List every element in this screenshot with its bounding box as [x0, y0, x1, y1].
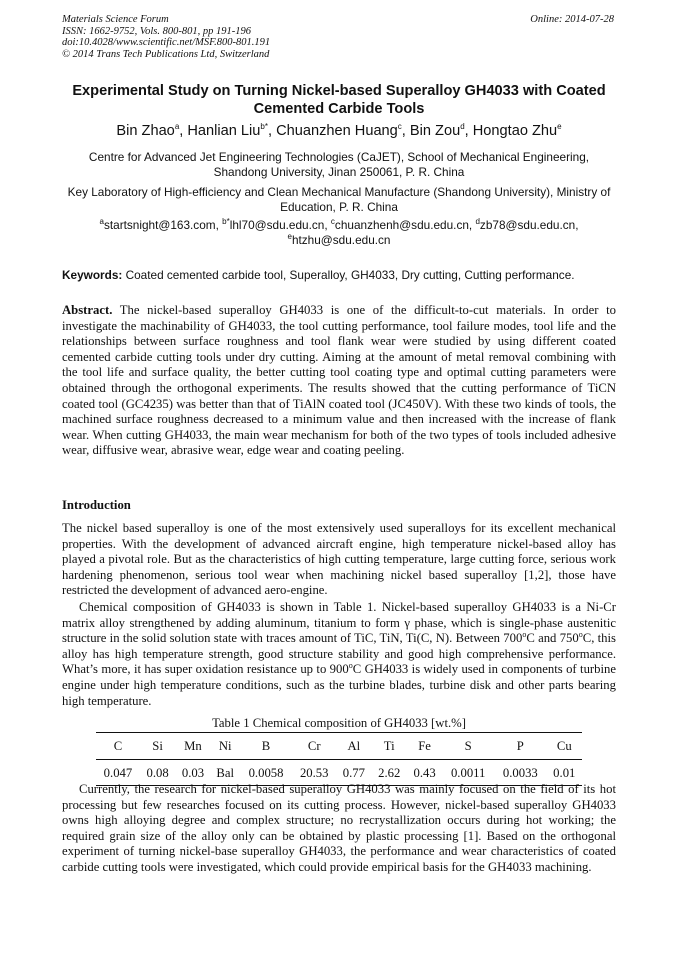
intro-paragraph-1: The nickel based superalloy is one of the most extensively used superalloys for its excellent mechanical properties. With the development of advanced aircraft engine, high temperature nickel-based alloy has played a pivotal role. But as the characteristics of high cutting temperature, large cutting force, serious work hardening phenomenon, serious tool wear when machining nickel based superalloy [1,2], those have restricted the development of advanced aero-engine. [62, 521, 616, 598]
copyright-line: © 2014 Trans Tech Publications Ltd, Switzerland [62, 48, 270, 60]
email[interactable]: $^c$chuanzhenh@sdu.edu.cn [330, 217, 469, 232]
abstract-text: The nickel-based superalloy GH4033 is one of the difficult-to-cut materials. In order to investigate the machinability of GH4033, the tool cutting performance, tool failure modes, tool life and the relationships between surface roughness and tool flank wear were studied by using different coated cemented carbide cutting tools under dry cutting. Aiming at the amount of metal removal combining with the tool life and surface quality, the better cutting tool coating type and optimal cutting parameters were obtained through the orthogonal experiments. The results showed that the cutting performance of TiCN coated tool (GC4235) was better than that of TiAlN coated tool (JC450V). With these two kinds of tools, the machined surface roughness decreased to a minimum value and then increased with the increase of flank wear. When cutting GH4033, the main wear mechanism for both of the two types of tools included adhesive wear, diffusive wear, abrasive wear, edge wear and coating peeling. [62, 303, 616, 458]
author: Bin Zhao$^a$, [116, 122, 188, 139]
table-cell: 0.01 [553, 766, 576, 780]
email-list: $^a$startsnight@163.com, $^{b*}$lhl70@sdu.edu.cn, $^c$chuanzhenh@sdu.edu.cn, $^d$zb78@sdu.edu.cn, $^e$htzhu@sdu.edu.cn [99, 217, 579, 248]
email[interactable]: $^{b*}$lhl70@sdu.edu.cn [222, 217, 325, 232]
section-heading-introduction: Introduction [62, 498, 131, 512]
table-header-cell: Cr [307, 739, 321, 753]
issn-line: ISSN: 1662-9752, Vols. 800-801, pp 191-196 [62, 25, 251, 37]
table-header-cell: C [113, 739, 123, 753]
table-header-cell: S [464, 739, 472, 753]
table-header-row [96, 733, 582, 760]
abstract [62, 303, 616, 459]
table-header-cell: Fe [418, 739, 431, 753]
table-caption: Table 1 Chemical composition of GH4033 [wt.%] [212, 716, 466, 730]
table-header-cell: Si [152, 739, 163, 753]
intro-paragraph-3: Currently, the research for nickel-based superalloy GH4033 was mainly focused on the field of its hot processing but few researches focused on its cutting process. However, nickel-based superalloy GH4033 owns high alloying degree and complex structure; no recrystallization occurs during hot working; the required grain size of the alloy only can be obtained by plastic processing [1]. Based on the orthogonal experiment of turning nickel-base superalloy GH4033, the performance and wear characteristics of coated carbide cutting tools were investigated, which could provide empirical basis for the GH4033 machining. [62, 782, 616, 874]
table-cell: 0.0058 [248, 766, 284, 780]
table-header-cell: B [261, 739, 271, 753]
affiliation-2: Key Laboratory of High-efficiency and Clean Mechanical Manufacture (Shandong University), Ministry of Education, P. R. China [67, 185, 611, 215]
author: Hanlian Liu$^{b*}$, [187, 122, 277, 139]
table-cell: 20.53 [299, 766, 329, 780]
table-header-cell: P [516, 739, 524, 753]
keywords [62, 268, 616, 283]
intro-paragraph-2: Chemical composition of GH4033 is shown in Table 1. Nickel-based superalloy GH4033 is a Ni-Cr matrix alloy strengthened by adding aluminum, titanium to form γ phase, which is single-phase austenitic structure in the solid solution state with traces amount of TiC, TiN, Ti(C, N). Between 700$^o$C and 750$^o$C, this alloy has high temperature strength, good structure stability and good high comprehensive performance. What’s more, it has super oxidation resistance up to 900$^o$C GH4033 is widely used in components of turbine engine under high temperature conditions, such as the turbine blades, turbine disk and other parts bearing high temperature. [62, 600, 616, 708]
email[interactable]: $^d$zb78@sdu.edu.cn [475, 217, 576, 232]
chemical-composition-table [96, 732, 582, 786]
table-cell: 0.08 [146, 766, 169, 780]
author-list [62, 122, 616, 140]
table-header-cell: Cu [556, 739, 572, 753]
table-cell: 0.0033 [502, 766, 538, 780]
table-cell: 0.047 [103, 766, 133, 780]
doi-line[interactable]: doi:10.4028/www.scientific.net/MSF.800-801.191 [62, 37, 271, 49]
table-cell: Bal [216, 766, 235, 780]
keywords-text: Coated cemented carbide tool, Superalloy, GH4033, Dry cutting, Cutting performance. [122, 268, 575, 282]
table-header-cell: Ti [383, 739, 395, 753]
email[interactable]: $^e$htzhu@sdu.edu.cn [287, 232, 391, 248]
table-cell: 0.03 [181, 766, 205, 780]
author: Hongtao Zhu$^e$ [472, 122, 562, 139]
abstract-label: Abstract. [62, 303, 113, 317]
table-cell: 0.0011 [450, 766, 486, 780]
table-cell: 2.62 [378, 766, 401, 780]
author: Chuanzhen Huang$^c$, [276, 122, 410, 139]
journal-header [62, 14, 270, 60]
table-header-cell: Ni [218, 739, 232, 753]
email[interactable]: $^a$startsnight@163.com [99, 217, 216, 232]
keywords-label: Keywords: [62, 268, 123, 282]
table-cell: 0.77 [342, 766, 365, 780]
journal-name: Materials Science Forum [62, 14, 169, 25]
table-header-cell: Mn [184, 739, 202, 753]
online-date: Online: 2014-07-28 [530, 14, 614, 25]
author: Bin Zou$^d$, [409, 122, 473, 139]
affiliation-1: Centre for Advanced Jet Engineering Technologies (CaJET), School of Mechanical Engineering, Shandong University, Jinan 250061, P. R. China [88, 150, 590, 180]
paper-title: Experimental Study on Turning Nickel-based Superalloy GH4033 with Coated Cemented Carbide Tools [72, 83, 606, 117]
table-header-cell: Al [347, 739, 361, 753]
table-cell: 0.43 [413, 766, 436, 780]
